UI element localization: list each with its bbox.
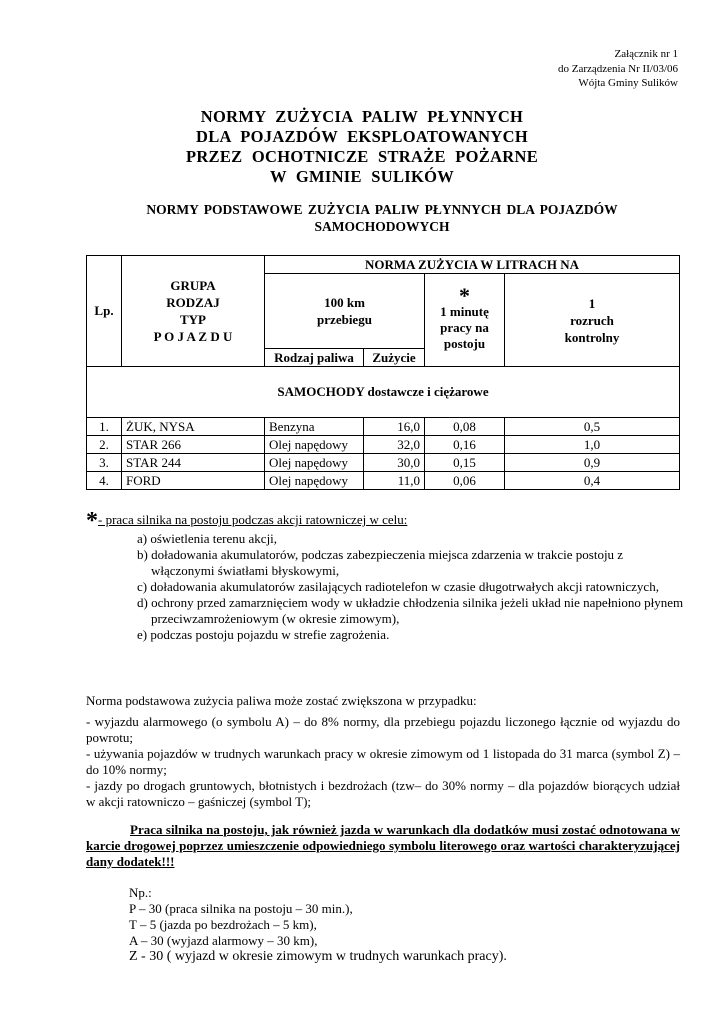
list-item: b) doładowania akumulatorów, podczas zabezpieczenia miejsca zdarzenia w trakcie postoju z włączonymi światłami błyskowymi, bbox=[137, 547, 624, 578]
cell-per100: 30,0 bbox=[364, 454, 425, 472]
title-line: PRZEZ OCHOTNICZE STRAŻE POŻARNE bbox=[185, 147, 539, 166]
cell-fuel: Olej napędowy bbox=[265, 454, 364, 472]
increase-list bbox=[86, 714, 680, 810]
fuel-norms-table bbox=[86, 255, 680, 490]
list-item: P – 30 (praca silnika na postoju – 30 min.), bbox=[129, 901, 353, 916]
cell-lp: 2. bbox=[87, 436, 122, 454]
title-line: DLA POJAZDÓW EKSPLOATOWANYCH bbox=[196, 127, 528, 146]
cell-start: 0,4 bbox=[505, 472, 680, 490]
header-fuel-type: Rodzaj paliwa bbox=[265, 349, 364, 367]
attachment-note bbox=[558, 47, 678, 91]
cell-vehicle: ŻUK, NYSA bbox=[122, 418, 265, 436]
header-minute-line: pracy na bbox=[440, 320, 489, 335]
list-item: c) doładowania akumulatorów zasilających radiotelefon w czasie długotrwałych akcji ratowniczych, bbox=[137, 579, 659, 594]
header-norm: NORMA ZUŻYCIA W LITRACH NA bbox=[265, 256, 680, 274]
list-item: a) oświetlenia terenu akcji, bbox=[137, 531, 278, 546]
cell-fuel: Benzyna bbox=[265, 418, 364, 436]
document-subtitle bbox=[0, 201, 724, 235]
header-group-line: RODZAJ bbox=[166, 295, 220, 310]
examples bbox=[129, 885, 507, 965]
increase-intro: Norma podstawowa zużycia paliwa może zostać zwiększona w przypadku: bbox=[86, 693, 477, 708]
header-start-line: rozruch bbox=[570, 312, 614, 328]
list-item: Z - 30 ( wyjazd w okresie zimowym w trudnych warunkach pracy). bbox=[129, 949, 507, 964]
cell-fuel: Olej napędowy bbox=[265, 436, 364, 454]
list-item: e) podczas postoju pojazdu w strefie zagrożenia. bbox=[137, 627, 390, 642]
cell-per100: 16,0 bbox=[364, 418, 425, 436]
document-title bbox=[0, 107, 724, 187]
table-row bbox=[87, 418, 680, 436]
list-item: A – 30 (wyjazd alarmowy – 30 km), bbox=[129, 933, 318, 948]
cell-per100: 11,0 bbox=[364, 472, 425, 490]
cell-vehicle: STAR 266 bbox=[122, 436, 265, 454]
attachment-line: Wójta Gminy Sulików bbox=[578, 77, 678, 89]
idle-work-footnote bbox=[86, 508, 686, 643]
star-marker: * bbox=[459, 283, 470, 308]
cell-lp: 1. bbox=[87, 418, 122, 436]
footnote-list bbox=[86, 531, 686, 643]
header-group-line: P O J A Z D U bbox=[153, 329, 233, 344]
list-item: - używania pojazdów w trudnych warunkach pracy w okresie zimowym od 1 listopada do 31 marca (symbol Z) – do 10% normy; bbox=[86, 746, 680, 777]
table-row bbox=[87, 454, 680, 472]
examples-label: Np.: bbox=[129, 885, 152, 900]
footnote-intro: - praca silnika na postoju podczas akcji ratowniczej w celu: bbox=[98, 512, 408, 527]
cell-lp: 3. bbox=[87, 454, 122, 472]
header-group-line: GRUPA bbox=[170, 278, 216, 293]
cell-minute: 0,06 bbox=[425, 472, 505, 490]
section-heading: SAMOCHODY dostawcze i ciężarowe bbox=[87, 367, 680, 418]
emphasis-note: Praca silnika na postoju, jak również jazda w warunkach dla dodatków musi zostać odnotowana w karcie drogowej poprzez umieszczenie odpowiedniego symbolu literowego oraz wartości charakteryzującej dany dodatek!!! bbox=[86, 822, 680, 869]
table-row bbox=[87, 436, 680, 454]
list-item: - jazdy po drogach gruntowych, błotnistych i bezdrożach (tzw– do 30% normy – dla pojazdów biorących udział w akcji ratowniczo – gaśniczej (symbol T); bbox=[86, 778, 680, 809]
cell-start: 1,0 bbox=[505, 436, 680, 454]
header-start-line: 1 bbox=[588, 295, 596, 311]
header-start-line: kontrolny bbox=[564, 329, 620, 345]
cell-vehicle: STAR 244 bbox=[122, 454, 265, 472]
cell-minute: 0,16 bbox=[425, 436, 505, 454]
cell-start: 0,5 bbox=[505, 418, 680, 436]
cell-lp: 4. bbox=[87, 472, 122, 490]
cell-vehicle: FORD bbox=[122, 472, 265, 490]
title-line: W GMINIE SULIKÓW bbox=[269, 167, 455, 186]
header-100km-line: 100 km bbox=[324, 295, 365, 310]
cell-per100: 32,0 bbox=[364, 436, 425, 454]
attachment-line: Załącznik nr 1 bbox=[614, 48, 678, 60]
list-item: d) ochrony przed zamarznięciem wody w układzie chłodzenia silnika jeżeli układ nie napełniono płynem przeciwzamrożeniowym (w okresie zimowym), bbox=[137, 595, 684, 626]
cell-start: 0,9 bbox=[505, 454, 680, 472]
header-100km-line: przebiegu bbox=[317, 312, 372, 327]
header-consumption: Zużycie bbox=[364, 349, 425, 367]
subtitle-line: SAMOCHODOWYCH bbox=[314, 219, 450, 234]
subtitle-line: NORMY PODSTAWOWE ZUŻYCIA PALIW PŁYNNYCH DLA POJAZDÓW bbox=[146, 202, 618, 217]
cell-minute: 0,08 bbox=[425, 418, 505, 436]
header-per-100km bbox=[265, 274, 425, 349]
header-per-minute bbox=[425, 274, 505, 367]
cell-minute: 0,15 bbox=[425, 454, 505, 472]
list-item: T – 5 (jazda po bezdrożach – 5 km), bbox=[129, 917, 317, 932]
header-minute-line: postoju bbox=[443, 336, 486, 351]
header-group-line: TYP bbox=[180, 312, 206, 327]
title-line: NORMY ZUŻYCIA PALIW PŁYNNYCH bbox=[200, 107, 524, 126]
attachment-line: do Zarządzenia Nr II/03/06 bbox=[557, 62, 678, 75]
cell-fuel: Olej napędowy bbox=[265, 472, 364, 490]
header-minute-line: 1 minutę bbox=[440, 304, 489, 319]
header-vehicle-group bbox=[122, 256, 265, 367]
header-per-start bbox=[505, 274, 680, 367]
star-marker: * bbox=[86, 508, 98, 534]
header-lp: Lp. bbox=[87, 256, 122, 367]
list-item: - wyjazdu alarmowego (o symbolu A) – do 8% normy, dla przebiegu pojazdu liczonego łącznie od wyjazdu do powrotu; bbox=[86, 714, 680, 745]
table-row bbox=[87, 472, 680, 490]
